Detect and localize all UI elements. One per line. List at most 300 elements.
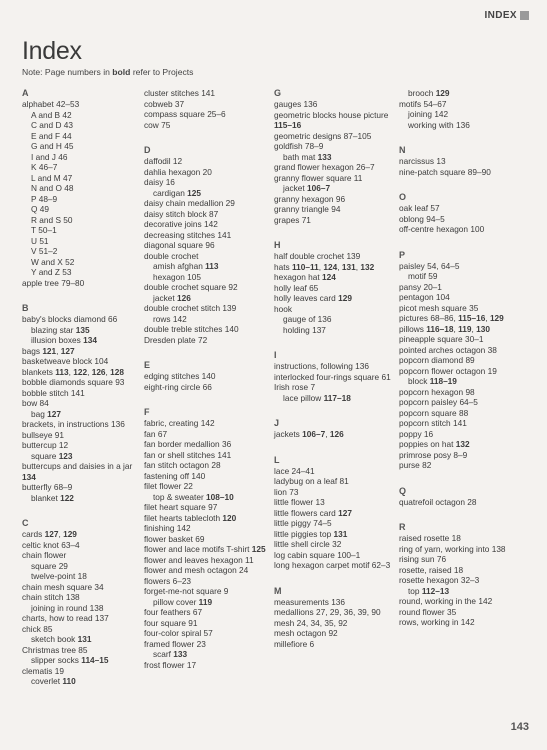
index-entry xyxy=(274,539,399,550)
section-letter: A xyxy=(22,88,29,98)
index-entry xyxy=(399,565,529,576)
page-ref: 8–9 xyxy=(453,449,468,460)
page-ref: 64–5 xyxy=(459,397,478,407)
index-subentry xyxy=(22,603,144,614)
page-ref: 72 xyxy=(197,334,208,345)
page-ref: 136 xyxy=(355,361,370,371)
project-page-ref: 124 xyxy=(323,261,338,272)
entry-term: instructions, following xyxy=(274,361,353,371)
entry-term: holding xyxy=(283,324,310,335)
page-ref: 89–90 xyxy=(467,166,491,177)
index-entry xyxy=(274,272,399,283)
index-entry xyxy=(399,203,529,214)
page-ref: 85 xyxy=(43,623,53,634)
index-entry xyxy=(274,487,399,498)
index-entry xyxy=(144,544,274,555)
entry-term: butterfly xyxy=(22,482,52,492)
page-ref: 140 xyxy=(201,371,216,381)
page-ref: 81 xyxy=(339,476,349,486)
page-ref: 29 xyxy=(58,560,68,571)
page-ref: 141 xyxy=(217,229,232,240)
page-ref: 139 xyxy=(222,303,237,313)
index-entry xyxy=(144,523,274,534)
index-subentry xyxy=(22,335,144,346)
index-subentry xyxy=(22,204,144,215)
index-entry: medallions 27, 29, 36, 39, 90 xyxy=(274,607,381,617)
section-letter: J xyxy=(274,418,280,428)
index-subentry xyxy=(274,314,399,325)
index-entry xyxy=(399,167,529,178)
entry-term: brooch xyxy=(408,88,434,98)
index-section xyxy=(22,303,144,503)
index-entry xyxy=(399,408,529,419)
index-subentry xyxy=(22,183,144,194)
index-entry xyxy=(399,418,529,429)
entry-term: decorative joins xyxy=(144,219,202,229)
page-ref: 19 xyxy=(487,365,497,376)
page-ref: 12 xyxy=(58,440,69,450)
page-ref: 59 xyxy=(428,271,438,281)
index-entry xyxy=(399,282,529,293)
index-subentry xyxy=(22,325,144,336)
index-entry xyxy=(274,361,399,372)
entry-term: lace pillow xyxy=(283,392,322,403)
index-entry xyxy=(399,292,529,303)
entry-term: bobble diamonds square xyxy=(22,377,113,387)
project-page-ref: 131 xyxy=(341,261,356,272)
entry-term: top & sweater xyxy=(153,491,204,502)
entry-term: chain flower xyxy=(22,550,67,560)
entry-term: decreasing stitches xyxy=(144,229,216,240)
entry-term: double crochet stitch xyxy=(144,303,221,313)
index-entry: hats 110–11, 124, 131, 132 xyxy=(274,261,375,272)
index-entry xyxy=(22,482,144,493)
index-entry xyxy=(274,251,399,262)
page-ref: 45 xyxy=(64,141,74,151)
entry-term: hexagon xyxy=(153,271,185,282)
page-ref: 49 xyxy=(39,204,50,214)
page-ref: 69 xyxy=(195,533,205,544)
entry-term: bath mat xyxy=(283,151,316,162)
index-entry xyxy=(399,554,529,565)
entry-term: fan border medallion xyxy=(144,439,220,449)
project-page-ref: 118–19 xyxy=(429,376,457,386)
entry-term: granny flower square xyxy=(274,172,352,183)
index-entry xyxy=(144,324,274,335)
entry-term: ladybug on a leaf xyxy=(274,476,338,486)
page-number: 143 xyxy=(510,721,529,733)
entry-term: holly leaf xyxy=(274,282,307,293)
page-ref: 57 xyxy=(203,628,213,638)
index-subentry xyxy=(144,314,274,325)
entry-term: filet hearts tablecloth xyxy=(144,512,221,523)
index-entry xyxy=(399,303,529,314)
entry-term: slipper socks xyxy=(31,655,79,665)
entry-term: dahlia hexagon xyxy=(144,166,201,177)
page-ref: 78–9 xyxy=(304,141,324,151)
entry-term: jacket xyxy=(153,292,175,303)
section-letter: I xyxy=(274,350,277,360)
entry-term: blanket xyxy=(31,492,58,503)
index-entry xyxy=(144,251,274,262)
section-letter: B xyxy=(22,303,29,313)
entry-term: diagonal square xyxy=(144,240,204,250)
index-section xyxy=(144,145,274,345)
entry-term: paisley xyxy=(399,260,425,271)
entry-term: finishing xyxy=(144,523,175,533)
index-entry xyxy=(22,377,144,388)
index-section xyxy=(399,486,529,508)
index-subentry xyxy=(22,676,144,687)
index-subentry xyxy=(22,561,144,572)
entry-term: round, working in the xyxy=(399,596,477,606)
entry-term: cobweb xyxy=(144,98,173,109)
page-ref: 85 xyxy=(78,644,88,655)
page-ref: 54–67 xyxy=(423,98,447,109)
project-page-ref: 125 xyxy=(251,544,266,554)
page-ref: 28 xyxy=(467,496,477,507)
entry-term: joining in round xyxy=(31,602,88,613)
project-page-ref: 119 xyxy=(198,596,213,607)
entry-term: twelve-point xyxy=(31,571,76,581)
project-page-ref: 113 xyxy=(55,366,69,377)
page-ref: 66 xyxy=(202,381,212,392)
page-ref: 37 xyxy=(174,98,185,109)
entry-term: popcorn square xyxy=(399,407,457,418)
entry-term: T xyxy=(31,225,36,235)
page-ref: 142 xyxy=(203,219,218,229)
entry-term: mesh octagon xyxy=(274,628,327,638)
page-ref: 43 xyxy=(63,120,73,130)
entry-term: fan xyxy=(144,428,156,439)
entry-term: popcorn diamond xyxy=(399,355,464,365)
entry-term: four-color spiral xyxy=(144,628,202,638)
index-section xyxy=(274,88,399,225)
index-entry xyxy=(399,366,529,377)
page-ref: 94 xyxy=(331,204,341,214)
entry-term: Irish rose xyxy=(274,382,309,392)
entry-term: purse xyxy=(399,460,420,470)
entry-term: gauge of xyxy=(283,314,316,324)
entry-term: lace xyxy=(274,465,290,476)
index-entry xyxy=(144,109,274,120)
entry-term: square xyxy=(31,450,57,461)
index-entry xyxy=(144,371,274,382)
index-entry xyxy=(274,560,399,571)
project-page-ref: 129 xyxy=(338,293,352,303)
page-ref: 51–2 xyxy=(38,246,58,256)
index-subentry xyxy=(274,183,399,194)
project-page-ref: 126 xyxy=(91,366,106,377)
index-entry xyxy=(274,293,399,304)
index-subentry xyxy=(22,162,144,173)
project-page-ref: 133 xyxy=(317,151,332,162)
entry-term: double crochet xyxy=(144,250,199,261)
page-ref: 19 xyxy=(54,665,64,676)
entry-term: jackets xyxy=(274,429,300,439)
entry-term: half double crochet xyxy=(274,251,345,261)
page-ref: 74–5 xyxy=(313,518,332,528)
entry-term: cow xyxy=(144,119,159,130)
index-column xyxy=(274,88,399,702)
index-entry xyxy=(274,508,399,519)
index-subentry xyxy=(22,215,144,226)
index-subentry xyxy=(22,409,144,420)
entry-term: buttercup xyxy=(22,440,57,450)
page-ref: 73 xyxy=(289,486,299,497)
index-entry xyxy=(399,429,529,440)
index-entry xyxy=(22,666,144,677)
page-ref: 87 xyxy=(209,208,219,219)
entry-term: rows xyxy=(153,313,171,324)
entry-term: illusion boxes xyxy=(31,335,81,345)
index-subentry xyxy=(22,634,144,645)
project-page-ref: 125 xyxy=(187,187,201,198)
page-ref: 64–5 xyxy=(441,260,460,271)
index-entry xyxy=(144,429,274,440)
page-ref: 104 xyxy=(435,292,450,302)
page-ref: 142 xyxy=(434,109,449,119)
project-page-ref: 134 xyxy=(22,471,36,482)
project-page-ref: 114–15 xyxy=(81,655,109,665)
index-subentry xyxy=(22,655,144,666)
entry-term: compass square xyxy=(144,109,205,119)
index-section xyxy=(144,407,274,670)
index-section xyxy=(399,192,529,235)
entry-term: daisy stitch block xyxy=(144,208,207,219)
index-entry xyxy=(144,335,274,346)
index-subentry xyxy=(22,194,144,205)
index-entry xyxy=(144,555,274,566)
index-entry: jackets 106–7, 126 xyxy=(274,429,344,439)
entry-term: V xyxy=(31,246,37,256)
index-subentry xyxy=(144,261,274,272)
index-entry xyxy=(274,372,399,383)
page-ref: 13 xyxy=(436,156,446,166)
project-page-ref: 117–18 xyxy=(323,392,351,403)
index-entry xyxy=(274,204,399,215)
index-entry xyxy=(22,388,144,399)
index-entry xyxy=(22,314,144,325)
index-entry xyxy=(22,461,144,482)
entry-term: daffodil xyxy=(144,156,171,166)
entry-term: sketch book xyxy=(31,634,76,644)
entry-term: blankets xyxy=(22,366,53,377)
index-entry xyxy=(144,99,274,110)
page-ref: 138 xyxy=(89,602,104,613)
entry-term: G and H xyxy=(31,141,62,151)
entry-term: bow xyxy=(22,398,38,408)
section-letter: M xyxy=(274,585,282,596)
index-entry xyxy=(274,628,399,639)
project-page-ref: 131 xyxy=(77,634,92,644)
page-ref: 96 xyxy=(335,193,346,204)
entry-term: poppies on hat xyxy=(399,439,454,449)
index-subentry xyxy=(22,131,144,142)
entry-term: Q xyxy=(31,204,38,214)
entry-term: off-centre hexagon xyxy=(399,224,469,234)
page-ref: 50 xyxy=(63,214,73,225)
section-letter: E xyxy=(144,360,151,370)
project-page-ref: 124 xyxy=(322,272,336,282)
entry-term: hats xyxy=(274,261,290,272)
page-ref: 142 xyxy=(200,418,215,428)
entry-term: daisy xyxy=(144,177,164,187)
index-entry xyxy=(22,550,144,561)
page-ref: 104 xyxy=(94,356,109,366)
page-ref: 138 xyxy=(65,592,80,602)
entry-term: four feathers xyxy=(144,607,191,617)
index-entry xyxy=(144,576,274,587)
entry-term: picot mesh square xyxy=(399,302,467,313)
index-section xyxy=(399,250,529,471)
index-section xyxy=(399,145,529,177)
index-entry: paisley 54, 64–5 xyxy=(399,260,460,271)
entry-term: frost flower xyxy=(144,659,185,670)
entry-term: A and B xyxy=(31,109,61,120)
entry-term: popcorn paisley xyxy=(399,397,458,407)
page-ref: 84 xyxy=(39,398,49,408)
index-entry: pillows 116–18, 119, 130 xyxy=(399,323,490,334)
index-entry xyxy=(274,597,399,608)
entry-term: K xyxy=(31,162,37,172)
page-ref: 25–6 xyxy=(207,109,226,119)
page-ref: 29 xyxy=(329,607,340,617)
entry-term: pointed arches octagon xyxy=(399,344,486,355)
entry-term: double crochet square xyxy=(144,282,227,292)
index-column xyxy=(399,88,529,702)
entry-term: flower and lace motifs T-shirt xyxy=(144,544,250,554)
entry-term: pentagon xyxy=(399,292,434,302)
page-ref: 38 xyxy=(487,344,497,355)
index-subentry xyxy=(144,492,274,503)
index-entry xyxy=(399,99,529,110)
index-entry xyxy=(144,618,274,629)
entry-term: fastening off xyxy=(144,470,190,481)
entry-term: C and D xyxy=(31,120,62,130)
index-entry: blankets 113, 122, 126, 128 xyxy=(22,366,125,377)
entry-term: daisy chain medallion xyxy=(144,198,224,208)
project-page-ref: 129 xyxy=(435,88,450,98)
index-entry xyxy=(144,502,274,513)
index-entry xyxy=(399,544,529,555)
index-entry xyxy=(144,450,274,461)
entry-term: blazing star xyxy=(31,324,74,335)
index-column xyxy=(22,88,144,702)
index-subentry xyxy=(399,88,529,99)
project-page-ref: 115–16 xyxy=(274,120,302,130)
index-entry xyxy=(144,177,274,188)
entry-term: double treble stitches xyxy=(144,324,223,334)
index-subentry xyxy=(22,257,144,268)
project-page-ref: 121 xyxy=(42,345,57,356)
index-entry: mesh 24, 34, 35, 92 xyxy=(274,617,348,628)
page-ref: 36 xyxy=(221,439,232,449)
index-entry xyxy=(144,240,274,251)
section-letter: G xyxy=(274,88,282,98)
entry-term: log cabin square xyxy=(274,549,335,560)
page-ref: 67 xyxy=(192,607,203,617)
index-subentry xyxy=(144,272,274,283)
entry-term: grapes xyxy=(274,214,300,225)
index-section xyxy=(22,88,144,288)
index-subentry xyxy=(22,451,144,462)
project-page-ref: 132 xyxy=(360,261,375,272)
page-ref: 67 xyxy=(157,428,168,439)
page-ref: 23 xyxy=(196,638,206,649)
index-entry xyxy=(399,533,529,544)
project-page-ref: 129 xyxy=(489,313,504,323)
page-ref: 26–7 xyxy=(356,162,375,172)
entry-term: geometric designs xyxy=(274,130,342,141)
page-ref: 89 xyxy=(465,355,475,365)
page-ref: 16 xyxy=(165,177,175,187)
index-subentry xyxy=(144,293,274,304)
project-page-ref: 106–7 xyxy=(302,429,326,439)
index-entry xyxy=(274,173,399,184)
entry-term: block xyxy=(408,376,428,386)
page-ref: 18 xyxy=(453,564,464,575)
entry-term: fabric, creating xyxy=(144,418,199,428)
index-entry xyxy=(399,497,529,508)
page-ref: 137 xyxy=(94,613,109,623)
index-entry xyxy=(274,639,399,650)
entry-term: flower and leaves hexagon xyxy=(144,554,243,565)
index-entry xyxy=(399,617,529,628)
entry-term: flower basket xyxy=(144,533,193,544)
project-page-ref: 115–16 xyxy=(458,313,486,323)
index-subentry xyxy=(22,141,144,152)
index-subentry xyxy=(274,152,399,163)
page-ref: 7 xyxy=(310,382,316,392)
page-ref: 18 xyxy=(77,571,87,581)
entry-term: fan stitch octagon xyxy=(144,460,210,470)
entry-term: pineapple square xyxy=(399,334,463,344)
index-section xyxy=(274,240,399,335)
entry-term: Y and Z xyxy=(31,267,60,277)
index-entry xyxy=(274,518,399,529)
project-page-ref: 129 xyxy=(63,529,77,539)
index-column xyxy=(144,88,274,702)
page-ref: 79–80 xyxy=(61,277,85,288)
entry-term: medallions xyxy=(274,607,314,617)
index-entry xyxy=(22,540,144,551)
index-entry xyxy=(274,382,399,393)
page-ref: 136 xyxy=(455,119,470,130)
entry-term: millefiore xyxy=(274,638,308,649)
index-entry xyxy=(399,156,529,167)
index-entry xyxy=(22,356,144,367)
note-prefix: Note: Page numbers in xyxy=(22,67,113,77)
entry-term: lion xyxy=(274,486,287,497)
page-ref: 65 xyxy=(309,282,319,293)
entry-term: oak leaf xyxy=(399,203,429,213)
index-entry xyxy=(399,387,529,398)
page-ref: 66 xyxy=(108,314,118,324)
entry-term: Christmas tree xyxy=(22,644,76,655)
page-ref: 47 xyxy=(62,172,73,183)
index-entry xyxy=(399,450,529,461)
entry-term: N and O xyxy=(31,183,62,193)
page-ref: 32–3 xyxy=(460,575,480,585)
index-entry xyxy=(22,645,144,656)
index-entry xyxy=(399,607,529,618)
page-ref: 98 xyxy=(465,386,475,397)
index-subentry xyxy=(399,376,529,387)
entry-term: cluster stitches xyxy=(144,88,199,98)
project-page-ref: 134 xyxy=(83,335,97,345)
index-subentry xyxy=(22,571,144,582)
